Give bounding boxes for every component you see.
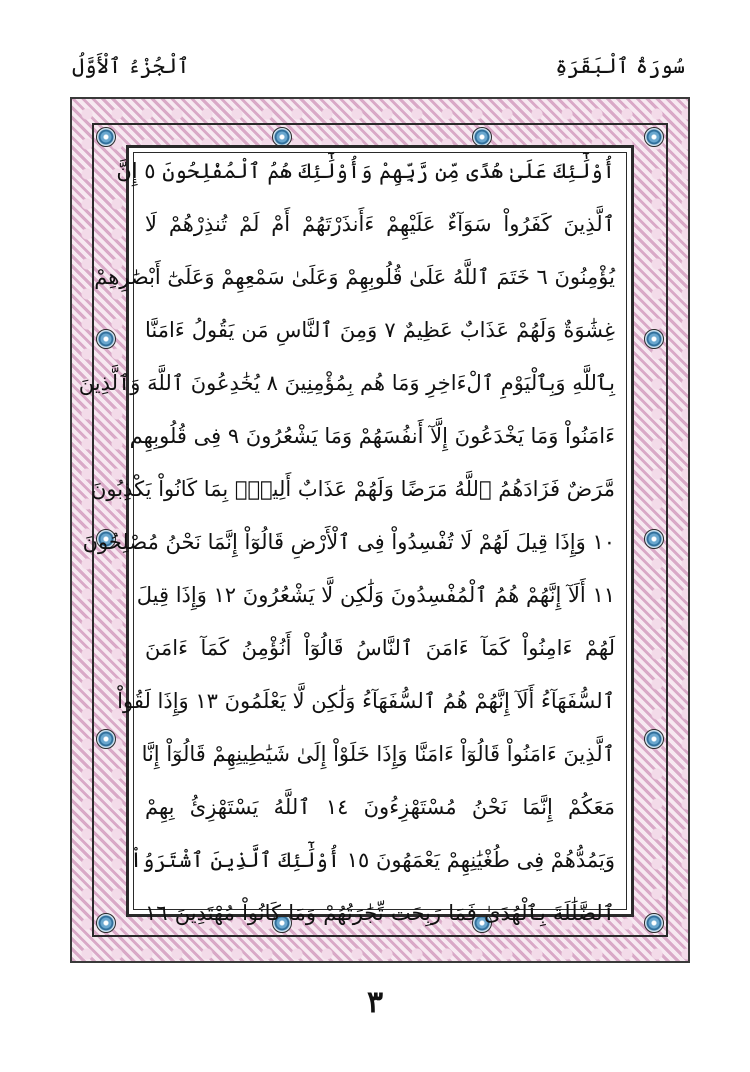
rosette-icon [96,127,116,147]
verse-line: مَعَكُمْ إِنَّمَا نَحْنُ مُسْتَهْزِءُونَ ١٤ ٱللَّهُ يَسْتَهْزِئُ بِهِمْ [145,795,615,819]
verse-line: ١١ أَلَآ إِنَّهُمْ هُمُ ٱلْمُفْسِدُونَ وَلَٰكِن لَّا يَشْعُرُونَ ١٢ وَإِذَا قِيلَ [136,583,615,607]
surah-name: سُورَةُ ٱلْبَقَرَةِ [555,54,685,78]
rosette-icon [644,329,664,349]
rosette-icon [644,913,664,933]
verse-line: وَيَمُدُّهُمْ فِى طُغْيَٰنِهِمْ يَعْمَهُونَ ١٥ أُوْلَٰٓئِكَ ٱلَّذِينَ ٱشْتَرَوُاْ [129,848,615,872]
verse-line: غِشَٰوَةٌ وَلَهُمْ عَذَابٌ عَظِيمٌ ٧ وَمِنَ ٱلنَّاسِ مَن يَقُولُ ءَامَنَّا [145,318,616,342]
verse-line: ٱلَّذِينَ كَفَرُواْ سَوَآءٌ عَلَيْهِمْ ءَأَنذَرْتَهُمْ أَمْ لَمْ تُنذِرْهُمْ لَا [145,212,615,236]
verse-line: ٱلضَّلَٰلَةَ بِٱلْهُدَىٰ فَمَا رَبِحَت تِّجَٰرَتُهُمْ وَمَا كَانُواْ مُهْتَدِينَ ١٦ [145,901,615,925]
verse-lines [78,145,616,940]
rosette-icon [96,913,116,933]
page-number: ٣ [366,985,384,1020]
rosette-icon [96,329,116,349]
juz-name: ٱلْجُزْءُ ٱلْأَوَّلُ [72,54,190,78]
rosette-icon [96,729,116,749]
rosette-icon [644,729,664,749]
verse-line: ١٠ وَإِذَا قِيلَ لَهُمْ لَا تُفْسِدُواْ فِى ٱلْأَرْضِ قَالُوٓاْ إِنَّمَا نَحْنُ مُصْلِحُونَ [82,530,615,554]
verse-line: يُؤْمِنُونَ ٦ خَتَمَ ٱللَّهُ عَلَىٰ قُلُوبِهِمْ وَعَلَىٰ سَمْعِهِمْ وَعَلَىٰٓ أَبْصَٰرِهِمْ [94,265,615,289]
rosette-icon [472,127,492,147]
verse-line: بِٱللَّهِ وَبِٱلْيَوْمِ ٱلْءَاخِرِ وَمَا هُم بِمُؤْمِنِينَ ٨ يُخَٰدِعُونَ ٱللَّهَ وَٱلَّذِينَ [78,371,615,395]
verse-line: ٱلَّذِينَ ءَامَنُواْ قَالُوٓاْ ءَامَنَّا وَإِذَا خَلَوْاْ إِلَىٰ شَيَٰطِينِهِمْ قَالُوٓاْ إِنَّا [141,742,615,766]
verse-line: لَهُمْ ءَامِنُواْ كَمَآ ءَامَنَ ٱلنَّاسُ قَالُوٓاْ أَنُؤْمِنُ كَمَآ ءَامَنَ [145,636,615,660]
rosette-icon [644,529,664,549]
rosette-icon [272,127,292,147]
rosette-icon [644,127,664,147]
page-header [0,50,750,90]
verse-line: ءَامَنُواْ وَمَا يَخْدَعُونَ إِلَّآ أَنفُسَهُمْ وَمَا يَشْعُرُونَ ٩ فِى قُلُوبِهِم [129,424,615,448]
verse-line: ٱلسُّفَهَآءُ أَلَآ إِنَّهُمْ هُمُ ٱلسُّفَهَآءُ وَلَٰكِن لَّا يَعْلَمُونَ ١٣ وَإِذَا لَقُواْ [117,689,615,713]
verse-line: مَّرَضٌ فَزَادَهُمُ ٱللَّهُ مَرَضًا وَلَهُمْ عَذَابٌ أَلِيمٌۢ بِمَا كَانُواْ يَكْذِبُونَ [90,477,615,501]
verse-line: أُوْلَٰٓئِكَ عَلَىٰ هُدًى مِّن رَّبِّهِمْ وَأُوْلَٰٓئِكَ هُمُ ٱلْمُفْلِحُونَ ٥ إِنَّ [116,159,615,183]
